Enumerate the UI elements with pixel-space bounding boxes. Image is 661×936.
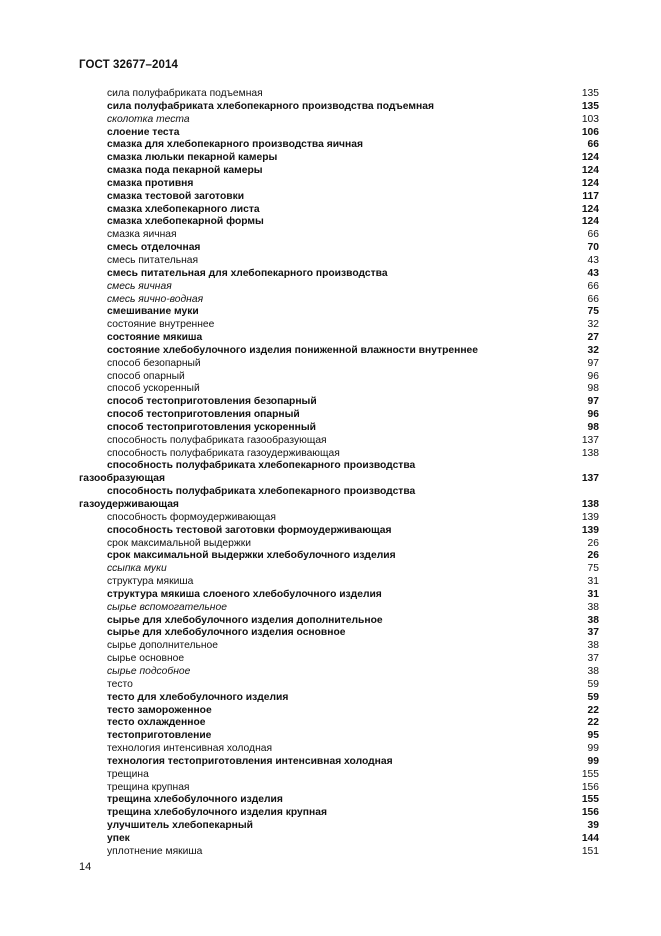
index-entry — [79, 486, 599, 512]
index-page-ref: 27 — [587, 332, 599, 344]
index-page-ref: 59 — [587, 691, 599, 703]
index-term: способ безопарный — [107, 357, 201, 369]
index-entry — [79, 204, 599, 217]
index-page-ref: 31 — [587, 576, 599, 588]
index-entry — [79, 268, 599, 281]
index-entry — [79, 216, 599, 229]
index-term: уплотнение мякиша — [107, 845, 203, 857]
index-entry — [79, 692, 599, 705]
index-page-ref: 31 — [587, 588, 599, 600]
index-entry — [79, 88, 599, 101]
index-entry — [79, 139, 599, 152]
index-term: трещина — [107, 768, 149, 780]
index-term: сила полуфабриката хлебопекарного производства подъемная — [107, 100, 434, 112]
index-page-ref: 66 — [587, 280, 599, 292]
index-term: смесь питательная — [107, 254, 199, 266]
index-page-ref: 43 — [587, 267, 599, 279]
index-entry — [79, 705, 599, 718]
index-entry — [79, 640, 599, 653]
index-entry — [79, 460, 599, 486]
index-entry — [79, 602, 599, 615]
index-entry — [79, 294, 599, 307]
index-page-ref: 155 — [581, 794, 599, 806]
index-entry — [79, 730, 599, 743]
index-page-ref: 59 — [587, 678, 599, 690]
index-page-ref: 124 — [581, 177, 599, 189]
index-page-ref: 124 — [581, 165, 599, 177]
index-term: сырье для хлебобулочного изделия дополнительное — [107, 614, 383, 626]
index-page-ref: 139 — [581, 524, 599, 536]
index-term: способ ускоренный — [107, 383, 200, 395]
index-term-continuation: газообразующая — [79, 473, 166, 485]
index-entry — [79, 576, 599, 589]
index-term: сырье вспомогательное — [107, 601, 227, 613]
index-page-ref: 26 — [587, 537, 599, 549]
index-entry — [79, 229, 599, 242]
index-page-ref: 22 — [587, 717, 599, 729]
index-entry — [79, 512, 599, 525]
index-term: смазка яичная — [107, 229, 177, 241]
index-entry — [79, 281, 599, 294]
index-term: способ опарный — [107, 370, 185, 382]
index-entry — [79, 794, 599, 807]
index-page-ref: 155 — [581, 768, 599, 780]
index-entry — [79, 345, 599, 358]
index-term: трещина крупная — [107, 781, 190, 793]
index-term: способность формоудерживающая — [107, 511, 276, 523]
index-term: состояние хлебобулочного изделия пониженной влажности внутреннее — [107, 344, 478, 356]
index-page-ref: 124 — [581, 216, 599, 228]
index-term: смазка пода пекарной камеры — [107, 165, 263, 177]
index-term: смазка люльки пекарной камеры — [107, 152, 278, 164]
index-page-ref: 38 — [587, 601, 599, 613]
index-page-ref: 138 — [581, 499, 599, 510]
index-page-ref: 26 — [587, 550, 599, 562]
index-entry — [79, 820, 599, 833]
index-term: смазка хлебопекарной формы — [107, 216, 264, 228]
index-term: смешивание муки — [107, 306, 199, 318]
index-entry — [79, 833, 599, 846]
index-page-ref: 38 — [587, 614, 599, 626]
index-term: слоение теста — [107, 126, 180, 138]
index-page-ref: 37 — [587, 653, 599, 665]
index-term: трещина хлебобулочного изделия крупная — [107, 807, 327, 819]
index-entry — [79, 627, 599, 640]
index-entry — [79, 615, 599, 628]
index-entry — [79, 409, 599, 422]
index-page-ref: 135 — [581, 88, 599, 99]
index-page-ref: 103 — [581, 113, 599, 125]
index-term: структура мякиша слоеного хлебобулочного изделия — [107, 588, 382, 600]
index-term: тесто замороженное — [107, 704, 212, 716]
index-entry — [79, 589, 599, 602]
index-term: смазка тестовой заготовки — [107, 190, 245, 202]
index-entry — [79, 383, 599, 396]
index-page-ref: 139 — [581, 511, 599, 523]
index-term: способность полуфабриката хлебопекарного производства — [107, 460, 416, 472]
index-term: способность полуфабриката газообразующая — [107, 434, 327, 446]
index-entry — [79, 550, 599, 563]
index-term: способ тестоприготовления ускоренный — [107, 421, 316, 433]
index-term: состояние мякиша — [107, 332, 203, 344]
index-entry — [79, 807, 599, 820]
index-page-ref: 66 — [587, 293, 599, 305]
index-term: срок максимальной выдержки хлебобулочного изделия — [107, 550, 396, 562]
index-term: ссыпка муки — [107, 563, 167, 575]
index-term: способ тестоприготовления безопарный — [107, 396, 317, 408]
index-term: смесь питательная для хлебопекарного производства — [107, 267, 388, 279]
index-term: способность тестовой заготовки формоудерживающая — [107, 524, 392, 536]
index-entry — [79, 191, 599, 204]
index-term: способность полуфабриката газоудерживающая — [107, 447, 340, 459]
index-entry — [79, 127, 599, 140]
index-entry — [79, 101, 599, 114]
index-page-ref: 97 — [587, 357, 599, 369]
index-page-ref: 95 — [587, 730, 599, 742]
index-page-ref: 75 — [587, 563, 599, 575]
index-page-ref: 156 — [581, 807, 599, 819]
index-page-ref: 39 — [587, 820, 599, 832]
index-entry — [79, 319, 599, 332]
index-entry — [79, 396, 599, 409]
index-entry — [79, 306, 599, 319]
index-entry — [79, 422, 599, 435]
index-page-ref: 43 — [587, 254, 599, 266]
index-page-ref: 96 — [587, 370, 599, 382]
index-page-ref: 32 — [587, 319, 599, 331]
index-page-ref: 98 — [587, 383, 599, 395]
index-entry — [79, 525, 599, 538]
index-page-ref: 124 — [581, 203, 599, 215]
index-page-ref: 22 — [587, 704, 599, 716]
index-term: сырье дополнительное — [107, 640, 218, 652]
index-entry — [79, 255, 599, 268]
document-header: ГОСТ 32677–2014 — [79, 59, 179, 71]
index-term: трещина хлебобулочного изделия — [107, 794, 283, 806]
index-term: улучшитель хлебопекарный — [107, 820, 253, 832]
index-term: смесь яичная — [107, 280, 172, 292]
index-entry — [79, 666, 599, 679]
index-term: сырье основное — [107, 653, 185, 665]
index-page-ref: 70 — [587, 242, 599, 254]
index-term: технология интенсивная холодная — [107, 743, 273, 755]
index-entry — [79, 435, 599, 448]
index-entry — [79, 743, 599, 756]
index-term: сила полуфабриката подъемная — [107, 88, 263, 99]
index-page-ref: 97 — [587, 396, 599, 408]
index-entry — [79, 679, 599, 692]
index-term: срок максимальной выдержки — [107, 537, 251, 549]
index-page-ref: 137 — [581, 473, 599, 485]
index-page-ref: 137 — [581, 434, 599, 446]
index-term: состояние внутреннее — [107, 319, 215, 331]
index-entry — [79, 448, 599, 461]
index-entry — [79, 358, 599, 371]
index-term: сырье для хлебобулочного изделия основное — [107, 627, 346, 639]
index-term: упек — [107, 832, 130, 844]
index-page-ref: 156 — [581, 781, 599, 793]
index-term: способность полуфабриката хлебопекарного производства — [107, 486, 416, 498]
index-term: тесто для хлебобулочного изделия — [107, 691, 289, 703]
index-term: способ тестоприготовления опарный — [107, 409, 300, 421]
index-page-ref: 75 — [587, 306, 599, 318]
index-term: технология тестоприготовления интенсивная холодная — [107, 755, 393, 767]
alphabetical-index — [79, 88, 599, 859]
index-page-ref: 66 — [587, 139, 599, 151]
index-entry — [79, 769, 599, 782]
index-entry — [79, 846, 599, 859]
page-number: 14 — [79, 861, 92, 873]
index-entry — [79, 178, 599, 191]
index-entry — [79, 717, 599, 730]
index-page-ref: 96 — [587, 409, 599, 421]
index-entry — [79, 242, 599, 255]
index-page-ref: 124 — [581, 152, 599, 164]
index-page-ref: 38 — [587, 640, 599, 652]
index-page-ref: 99 — [587, 743, 599, 755]
index-entry — [79, 563, 599, 576]
index-entry — [79, 332, 599, 345]
index-term: тесто — [107, 678, 133, 690]
index-entry — [79, 371, 599, 384]
index-page-ref: 144 — [581, 832, 599, 844]
index-entry — [79, 756, 599, 769]
index-page-ref: 37 — [587, 627, 599, 639]
index-entry — [79, 165, 599, 178]
index-term: тестоприготовление — [107, 730, 212, 742]
index-term-continuation: газоудерживающая — [79, 499, 179, 510]
index-page-ref: 99 — [587, 755, 599, 767]
index-page-ref: 117 — [582, 190, 599, 202]
index-page-ref: 135 — [581, 100, 599, 112]
index-page-ref: 98 — [587, 421, 599, 433]
index-page-ref: 151 — [581, 845, 599, 857]
index-term: смазка хлебопекарного листа — [107, 203, 260, 215]
index-term: сколотка теста — [107, 113, 190, 125]
index-entry — [79, 152, 599, 165]
index-term: сырье подсобное — [107, 665, 191, 677]
index-term: тесто охлажденное — [107, 717, 206, 729]
index-entry — [79, 782, 599, 795]
index-entry — [79, 653, 599, 666]
index-page-ref: 106 — [581, 126, 599, 138]
index-page-ref: 32 — [587, 344, 599, 356]
index-page-ref: 138 — [581, 447, 599, 459]
index-term: смазка для хлебопекарного производства яичная — [107, 139, 363, 151]
index-entry — [79, 538, 599, 551]
index-term: смесь яично-водная — [107, 293, 204, 305]
index-term: структура мякиша — [107, 576, 194, 588]
index-entry — [79, 114, 599, 127]
index-term: смесь отделочная — [107, 242, 201, 254]
index-term: смазка противня — [107, 177, 194, 189]
index-page-ref: 66 — [587, 229, 599, 241]
index-page-ref: 38 — [587, 665, 599, 677]
